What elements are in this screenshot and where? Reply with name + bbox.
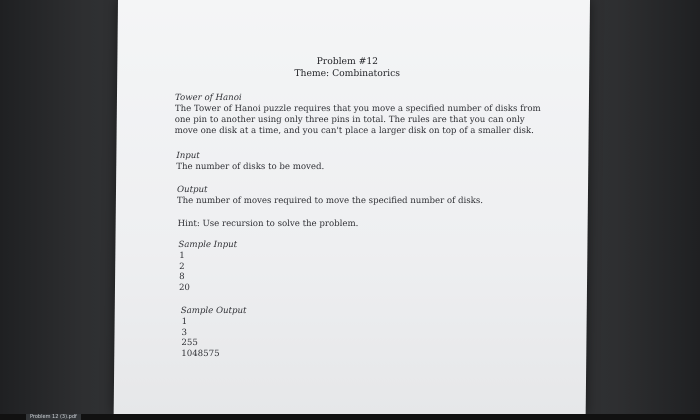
taskbar-tab-pdf[interactable]: Problem 12 (3).pdf <box>26 414 81 420</box>
sample-input-value: 20 <box>178 282 190 293</box>
output-text: The number of moves required to move the specified number of disks. <box>176 196 484 206</box>
sample-input-list <box>179 251 190 293</box>
hint-text: Hint: Use recursion to solve the problem. <box>177 219 359 229</box>
sample-input-value: 2 <box>179 261 185 272</box>
input-heading: Input <box>176 151 200 161</box>
sample-input-heading: Sample Input <box>178 240 238 250</box>
document-page <box>114 0 590 414</box>
taskbar <box>0 414 700 420</box>
section-heading: Tower of Hanoi <box>174 93 242 103</box>
description-line-3: move one disk at a time, and you can't place a larger disk on top of a smaller disk. <box>174 126 534 136</box>
description-line-2: one pin to another using only three pins in total. The rules are that you can only <box>174 115 525 125</box>
sample-output-heading: Sample Output <box>180 306 247 316</box>
sample-input-value: 8 <box>179 272 185 282</box>
sample-output-value: 1048575 <box>181 348 220 359</box>
problem-theme: Theme: Combinatorics <box>294 68 401 79</box>
input-text: The number of disks to be moved. <box>176 162 325 172</box>
sample-output-value: 255 <box>181 338 198 348</box>
sample-output-value: 1 <box>181 317 188 327</box>
output-heading: Output <box>176 185 208 195</box>
sample-output-value: 3 <box>181 327 188 338</box>
sample-input-value: 1 <box>179 251 185 261</box>
problem-title: Problem #12 <box>316 56 379 67</box>
sample-output-list <box>181 317 220 359</box>
description-line-1: The Tower of Hanoi puzzle requires that you move a specified number of disks from <box>174 104 541 114</box>
